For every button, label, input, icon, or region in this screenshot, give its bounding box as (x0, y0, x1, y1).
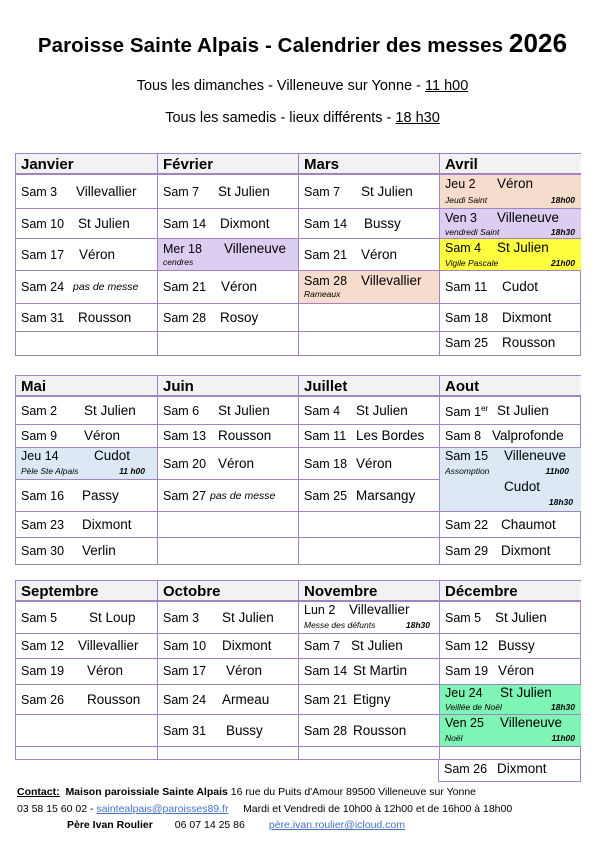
mass-note: Noël (445, 733, 463, 743)
mass-entry-special (299, 602, 440, 634)
mass-entry (299, 715, 440, 747)
mass-place: St Julien (361, 184, 413, 199)
mass-date: Sam 7 (304, 185, 341, 199)
mass-entry (440, 634, 581, 659)
mass-place: Véron (87, 663, 124, 678)
mass-entry (299, 685, 440, 715)
mass-entry (299, 425, 440, 448)
mass-place: Véron (498, 663, 535, 678)
contact-name: Maison paroissiale Sainte Alpais (65, 786, 228, 798)
mass-date: Sam 7 (304, 639, 341, 653)
mass-entry (16, 512, 157, 538)
month-mars (298, 154, 440, 355)
title-year: 2026 (508, 28, 568, 58)
contact-address: 16 rue du Puits d'Amour 89500 Villeneuve sur Yonne (227, 786, 477, 798)
mass-place: Les Bordes (356, 428, 425, 443)
mass-entry-special (158, 239, 299, 271)
mass-date: Sam 28 (163, 311, 207, 325)
mass-entry (299, 448, 440, 480)
mass-place: St Martin (353, 663, 408, 678)
mass-place: St Julien (356, 403, 408, 418)
contact-phone: 03 58 15 60 02 - (17, 803, 97, 815)
mass-date: Sam 19 (445, 664, 489, 678)
mass-place: St Julien (497, 403, 549, 418)
mass-place: Valprofonde (492, 428, 564, 443)
mass-date: Jeu 14 (21, 449, 59, 463)
empty-cell (158, 512, 299, 538)
mass-entry-special (440, 715, 581, 747)
mass-entry (158, 602, 299, 634)
contact-label: Contact: (17, 786, 60, 798)
mass-time: 21h00 (550, 258, 575, 268)
mass-entry-special (299, 271, 440, 304)
email-link[interactable]: saintealpais@paroisses89.fr (96, 803, 229, 815)
mass-entry (16, 304, 157, 332)
mass-date: Sam 10 (21, 217, 65, 231)
mass-entry-special (440, 209, 581, 239)
mass-date: Sam 4 (445, 241, 482, 255)
mass-time-second: 18h30 (548, 497, 573, 507)
mass-date: Sam 26 (21, 693, 65, 707)
mass-entry (299, 209, 440, 239)
mass-entry (440, 602, 581, 634)
mass-place: Cudot (94, 448, 131, 463)
mass-entry (440, 659, 581, 685)
mass-place: Rousson (353, 723, 407, 738)
empty-cell (440, 747, 581, 759)
mass-entry (158, 304, 299, 332)
mass-note: vendredi Saint (445, 227, 500, 237)
mass-entry (16, 602, 157, 634)
mass-place: Dixmont (502, 310, 552, 325)
mass-place: Véron (226, 663, 263, 678)
sunday-schedule (0, 78, 605, 94)
empty-cell (16, 715, 157, 747)
mass-place: Véron (221, 279, 258, 294)
mass-place: Véron (497, 176, 534, 191)
mass-date: Sam 27 (163, 489, 207, 503)
mass-entry (158, 659, 299, 685)
mass-entry (16, 634, 157, 659)
mass-entry-special (440, 175, 581, 209)
empty-cell (16, 747, 157, 759)
mass-place: Dixmont (222, 638, 272, 653)
mass-entry (299, 634, 440, 659)
mass-date: Sam 24 (21, 280, 65, 294)
mass-place: Dixmont (220, 216, 270, 231)
title-text: Paroisse Sainte Alpais - Calendrier des messes (37, 34, 504, 57)
mass-entry-special (440, 448, 581, 512)
saturday-time: 18 h30 (395, 110, 440, 126)
mass-place: Chaumot (501, 517, 556, 532)
mass-date: Sam 21 (304, 693, 348, 707)
mass-place: Bussy (498, 638, 535, 653)
mass-date: Sam 5 (445, 611, 482, 625)
mass-place: St Julien (497, 240, 549, 255)
mass-date: Sam 9 (21, 429, 58, 443)
mass-entry (16, 271, 157, 304)
mass-place: Véron (84, 428, 121, 443)
mass-place: Rousson (218, 428, 272, 443)
mass-place: St Julien (218, 403, 270, 418)
mass-entry (299, 175, 440, 209)
mass-date: Sam 31 (163, 724, 207, 738)
empty-cell (158, 538, 299, 564)
month-header: Mars (299, 154, 440, 175)
mass-date: Sam 29 (445, 544, 489, 558)
mass-date: Sam 5 (21, 611, 58, 625)
month-header: Avril (440, 154, 581, 175)
mass-place: Villeneuve (504, 448, 567, 463)
mass-entry (16, 480, 157, 512)
mass-date: Sam 14 (304, 664, 348, 678)
mass-date: Sam 12 (21, 639, 65, 653)
mass-date: Sam 18 (304, 457, 348, 471)
saturday-schedule (0, 110, 605, 126)
month-header: Février (158, 154, 299, 175)
mass-date: Sam 17 (21, 248, 65, 262)
mass-date: Sam 19 (21, 664, 65, 678)
mass-place: Rousson (87, 692, 141, 707)
month-header: Mai (16, 376, 157, 397)
mass-place: St Julien (78, 216, 130, 231)
quarter-1-table (15, 153, 581, 356)
mass-time: 11h00 (551, 733, 575, 743)
mass-place: Véron (356, 456, 393, 471)
month-octobre (157, 581, 299, 759)
mass-entry-special (440, 685, 581, 715)
mass-date: Sam 25 (445, 336, 489, 350)
mass-date: Sam 16 (21, 489, 65, 503)
mass-note: Pèle Ste Alpais (21, 466, 79, 476)
mass-date: Jeu 2 (445, 177, 476, 191)
mass-note: pas de messe (73, 281, 139, 293)
mass-place: Villevallier (361, 273, 422, 288)
empty-cell (299, 332, 440, 355)
mass-entry (438, 760, 581, 782)
mass-date: Sam 14 (304, 217, 348, 231)
mass-place: Marsangy (356, 488, 416, 503)
mass-date: Sam 7 (163, 185, 200, 199)
mass-entry (440, 271, 581, 304)
mass-date: Sam 15 (445, 449, 489, 463)
mass-place: Cudot (502, 279, 539, 294)
mass-entry (440, 397, 581, 425)
mass-place: Bussy (364, 216, 401, 231)
mass-entry (440, 512, 581, 538)
mass-place: Villeneuve (500, 715, 563, 730)
mass-place: St Julien (495, 610, 547, 625)
mass-date: Sam 31 (21, 311, 65, 325)
page-title (0, 28, 605, 59)
month-header: Octobre (158, 581, 299, 602)
contact-line (17, 786, 476, 798)
mass-place: St Julien (351, 638, 403, 653)
mass-entry (158, 634, 299, 659)
mass-place: Dixmont (82, 517, 132, 532)
mass-entry (299, 480, 440, 512)
mass-place: Rousson (502, 335, 556, 350)
mass-date: Jeu 24 (445, 686, 483, 700)
mass-place: St Julien (500, 685, 552, 700)
month-decembre (439, 581, 581, 759)
mass-entry (16, 425, 157, 448)
mass-place: St Julien (222, 610, 274, 625)
quarter-3-table (15, 580, 581, 760)
mass-date: Ven 3 (445, 211, 477, 225)
month-avril (439, 154, 581, 355)
mass-date: Sam 6 (163, 404, 200, 418)
mass-date: Sam 30 (21, 544, 65, 558)
empty-cell (299, 747, 440, 759)
mass-entry (16, 538, 157, 564)
mass-entry (158, 271, 299, 304)
mass-place: Dixmont (501, 543, 551, 558)
mass-entry (299, 397, 440, 425)
month-header: Décembre (440, 581, 581, 602)
mass-note: Rameaux (304, 289, 341, 299)
mass-date: Sam 12 (445, 639, 489, 653)
empty-cell (299, 512, 440, 538)
mass-place: Armeau (222, 692, 270, 707)
mass-date: Sam 8 (445, 429, 482, 443)
empty-cell (158, 332, 299, 355)
mass-place: Villevallier (349, 602, 410, 617)
date-superscript: er (481, 404, 489, 413)
mass-date: Mer 18 (163, 242, 202, 256)
mass-place: Véron (218, 456, 255, 471)
office-hours: Mardi et Vendredi de 10h00 à 12h00 et de 16h00 à 18h00 (243, 803, 513, 815)
phone-email-line (17, 803, 512, 815)
mass-entry (158, 397, 299, 425)
sunday-text: Tous les dimanches - Villeneuve sur Yonne - (136, 78, 425, 94)
mass-date: Sam 28 (304, 724, 348, 738)
empty-cell (16, 332, 157, 355)
mass-place: Villeneuve (497, 210, 560, 225)
month-novembre (298, 581, 440, 759)
mass-date: Sam 10 (163, 639, 207, 653)
mass-place: Passy (82, 488, 119, 503)
mass-date: Sam 4 (304, 404, 341, 418)
mass-note: Jeudi Saint (445, 195, 488, 205)
mass-place: St Julien (218, 184, 270, 199)
mass-place: Villevallier (78, 638, 139, 653)
mass-date: Sam 3 (163, 611, 200, 625)
mass-time: 18h30 (550, 702, 575, 712)
mass-note: Messe des défunts (304, 620, 376, 630)
priest-line (67, 819, 405, 831)
month-aout (439, 376, 581, 564)
mass-entry (299, 659, 440, 685)
mass-place: Etigny (353, 692, 391, 707)
mass-place: Verlin (82, 543, 116, 558)
mass-time: 18h00 (550, 195, 575, 205)
mass-entry (158, 480, 299, 512)
mass-entry (158, 209, 299, 239)
mass-entry (440, 304, 581, 332)
mass-entry-special (16, 448, 157, 480)
mass-entry (16, 175, 157, 209)
sunday-time: 11 h00 (425, 78, 469, 94)
mass-date: Sam 18 (445, 311, 489, 325)
mass-time: 18h30 (405, 620, 430, 630)
priest-name: Père Ivan Roulier (67, 819, 153, 831)
empty-cell (158, 747, 299, 759)
mass-date: Sam 24 (163, 693, 207, 707)
mass-entry (158, 448, 299, 480)
empty-cell (299, 538, 440, 564)
month-fevrier (157, 154, 299, 355)
mass-time: 11h00 (545, 466, 569, 476)
mass-date: Sam 23 (21, 518, 65, 532)
priest-email-link[interactable]: père.ivan.roulier@icloud.com (268, 819, 406, 831)
month-septembre (16, 581, 157, 759)
mass-place: Rousson (78, 310, 132, 325)
month-mai (16, 376, 157, 564)
mass-entry (158, 685, 299, 715)
mass-time: 11 h00 (119, 466, 145, 476)
mass-date: Sam 22 (445, 518, 489, 532)
mass-place: Dixmont (497, 761, 547, 776)
mass-entry (16, 685, 157, 715)
month-header: Aout (440, 376, 581, 397)
mass-date: Sam 14 (163, 217, 207, 231)
mass-date: Sam 21 (304, 248, 348, 262)
mass-entry (299, 239, 440, 271)
mass-place: St Julien (84, 403, 136, 418)
mass-date: Sam 13 (163, 429, 207, 443)
mass-date: Sam 28 (304, 274, 348, 288)
mass-date: Sam 20 (163, 457, 207, 471)
mass-note: Veillée de Noël (445, 702, 502, 712)
mass-place: Véron (79, 247, 116, 262)
mass-note: cendres (163, 257, 194, 267)
mass-entry (158, 425, 299, 448)
month-header: Septembre (16, 581, 157, 602)
mass-date: Sam 21 (163, 280, 207, 294)
month-janvier (16, 154, 157, 355)
date-text: Sam 1 (445, 405, 482, 420)
mass-entry (16, 209, 157, 239)
quarter-2-table (15, 375, 581, 565)
mass-entry (440, 538, 581, 564)
mass-entry (158, 715, 299, 747)
mass-date: Sam 11 (304, 429, 347, 443)
month-juin (157, 376, 299, 564)
month-header: Janvier (16, 154, 157, 175)
mass-note: Vigile Pascale (445, 258, 499, 268)
priest-phone: 06 07 14 25 86 (174, 819, 245, 831)
mass-place: Rosoy (220, 310, 259, 325)
mass-date: Sam 11 (445, 280, 488, 294)
mass-time: 18h30 (550, 227, 575, 237)
month-header: Novembre (299, 581, 440, 602)
mass-entry-special (440, 239, 581, 271)
empty-cell (299, 304, 440, 332)
month-header: Juin (158, 376, 299, 397)
mass-entry (158, 175, 299, 209)
mass-place: Véron (361, 247, 398, 262)
mass-entry (16, 397, 157, 425)
mass-place: St Loup (89, 610, 136, 625)
mass-date: Ven 25 (445, 716, 484, 730)
mass-date: Sam 25 (304, 489, 348, 503)
mass-date (445, 404, 488, 419)
mass-place: Bussy (226, 723, 263, 738)
mass-date: Sam 3 (21, 185, 58, 199)
mass-entry (440, 425, 581, 448)
mass-note: pas de messe (210, 490, 276, 502)
mass-place-second: Cudot (504, 479, 541, 494)
saturday-text: Tous les samedis - lieux différents - (165, 110, 396, 126)
mass-date: Sam 17 (163, 664, 207, 678)
mass-entry (440, 332, 581, 355)
mass-entry (16, 239, 157, 271)
mass-date: Sam 26 (444, 762, 488, 776)
mass-place: Villevallier (76, 184, 137, 199)
mass-entry (16, 659, 157, 685)
mass-place: Villeneuve (224, 241, 287, 256)
mass-date: Sam 2 (21, 404, 58, 418)
mass-note: Assomption (445, 466, 490, 476)
month-juillet (298, 376, 440, 564)
month-header: Juillet (299, 376, 440, 397)
mass-date: Lun 2 (304, 603, 336, 617)
